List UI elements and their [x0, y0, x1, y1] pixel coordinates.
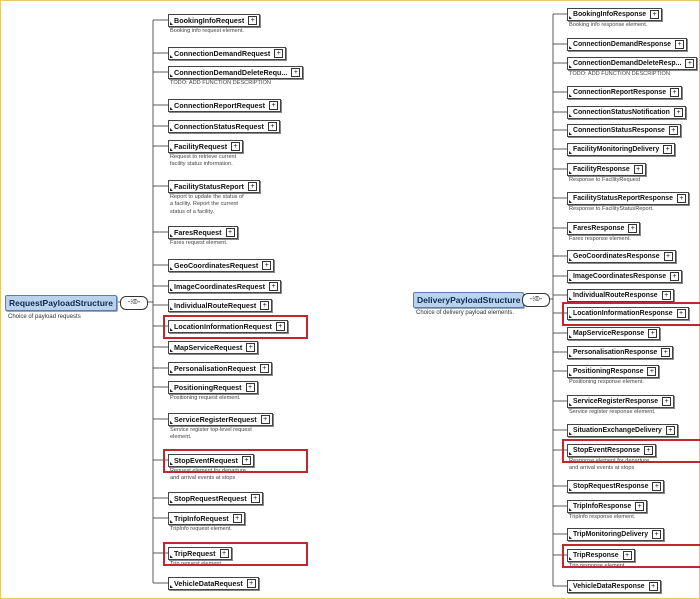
request-payload-structure-description: Choice of payload requests	[8, 314, 81, 320]
element-description: Response element for departure and arrival events at stops	[569, 458, 650, 472]
right-element-node[interactable]	[567, 8, 662, 21]
left-element-node[interactable]	[168, 259, 274, 272]
expand-plus-icon[interactable]: +	[291, 68, 300, 77]
element-description: TripInfo response element.	[569, 514, 636, 520]
expand-plus-icon[interactable]: +	[269, 101, 278, 110]
element-label: PersonalisationRequest	[174, 364, 256, 373]
element-description: Positioning request element.	[170, 395, 241, 401]
expand-plus-icon[interactable]: +	[652, 530, 661, 539]
expand-plus-icon[interactable]: +	[276, 322, 285, 331]
expand-plus-icon[interactable]: +	[669, 126, 678, 135]
expand-plus-icon[interactable]: +	[677, 194, 686, 203]
expand-plus-icon[interactable]: +	[644, 446, 653, 455]
left-choice-compositor: -⁝⦷-	[120, 296, 148, 310]
expand-plus-icon[interactable]: +	[649, 582, 658, 591]
element-label: TripResponse	[573, 552, 619, 559]
left-element-node[interactable]	[168, 180, 260, 193]
left-element-node[interactable]	[168, 512, 245, 525]
expand-plus-icon[interactable]: +	[233, 514, 242, 523]
expand-plus-icon[interactable]: +	[677, 309, 686, 318]
expand-plus-icon[interactable]: +	[662, 397, 671, 406]
element-description: Booking info request element.	[170, 28, 245, 34]
element-label: MapServiceResponse	[573, 330, 645, 337]
element-label: GeoCoordinatesRequest	[174, 261, 259, 270]
element-description: TODO: ADD FUNCTION DESCRIPTION	[569, 71, 670, 77]
right-element-node[interactable]	[567, 86, 682, 99]
element-label: StopEventResponse	[573, 447, 641, 454]
delivery-payload-structure-description: Choice of delivery payload elements.	[416, 310, 515, 316]
left-element-node[interactable]	[168, 226, 238, 239]
element-label: FaresResponse	[573, 225, 625, 232]
element-description: Service register response element.	[569, 409, 656, 415]
element-label: ConnectionReportResponse	[573, 89, 667, 96]
expand-plus-icon[interactable]: +	[268, 122, 277, 131]
element-label: PositioningRequest	[174, 383, 242, 392]
element-label: FacilityRequest	[174, 142, 228, 151]
expand-plus-icon[interactable]: +	[666, 426, 675, 435]
element-label: BookingInfoResponse	[573, 11, 647, 18]
element-label: FaresRequest	[174, 228, 222, 237]
left-element-node[interactable]	[168, 140, 243, 153]
element-label: TripMonitoringDelivery	[573, 531, 649, 538]
right-element-node[interactable]	[567, 500, 647, 513]
right-element-node[interactable]	[567, 424, 678, 437]
expand-plus-icon[interactable]: +	[674, 108, 683, 117]
right-element-node[interactable]	[567, 143, 675, 156]
expand-plus-icon[interactable]: +	[262, 261, 271, 270]
right-element-node[interactable]	[567, 163, 646, 176]
expand-plus-icon[interactable]: +	[260, 301, 269, 310]
expand-plus-icon[interactable]: +	[269, 282, 278, 291]
element-label: ConnectionDemandDeleteRequ...	[174, 68, 288, 77]
element-label: FacilityStatusReport	[174, 182, 244, 191]
expand-plus-icon[interactable]: +	[242, 456, 251, 465]
element-label: FacilityStatusReportResponse	[573, 195, 673, 202]
right-element-node[interactable]	[567, 395, 674, 408]
expand-plus-icon[interactable]: +	[251, 494, 260, 503]
expand-plus-icon[interactable]: +	[248, 182, 257, 191]
expand-plus-icon[interactable]: +	[648, 329, 657, 338]
element-label: MapServiceRequest	[174, 343, 243, 352]
element-label: ConnectionReportRequest	[174, 101, 266, 110]
left-element-node[interactable]	[168, 362, 272, 375]
element-label: ImageCoordinatesResponse	[573, 273, 667, 280]
expand-plus-icon[interactable]: +	[247, 579, 256, 588]
expand-plus-icon[interactable]: +	[635, 502, 644, 511]
right-element-node[interactable]	[567, 38, 687, 51]
element-description: Fares request element.	[170, 240, 228, 246]
element-description: Request to retrieve current facility status information.	[170, 154, 237, 168]
element-label: SituationExchangeDelivery	[573, 427, 662, 434]
highlight-box	[562, 544, 700, 568]
element-label: StopRequestRequest	[174, 494, 247, 503]
element-description: Booking info response element.	[569, 22, 648, 28]
element-label: ServiceRegisterResponse	[573, 398, 659, 405]
expand-plus-icon[interactable]: +	[661, 348, 670, 357]
request-payload-structure-node[interactable]: RequestPayloadStructure	[5, 295, 117, 311]
element-label: TripInfoRequest	[174, 514, 229, 523]
expand-plus-icon[interactable]: +	[664, 252, 673, 261]
highlight-box	[163, 542, 308, 566]
highlight-box	[163, 315, 308, 339]
element-description: Positioning response element.	[569, 379, 644, 385]
expand-plus-icon[interactable]: +	[670, 88, 679, 97]
element-description: Response to FacilityStatusReport.	[569, 206, 654, 212]
expand-plus-icon[interactable]: +	[685, 59, 694, 68]
right-element-node[interactable]	[567, 327, 660, 340]
left-element-node[interactable]	[168, 299, 272, 312]
expand-plus-icon[interactable]: +	[670, 272, 679, 281]
highlight-box	[562, 439, 700, 463]
element-label: IndividualRouteRequest	[174, 301, 257, 310]
expand-plus-icon[interactable]: +	[628, 224, 637, 233]
left-element-node[interactable]	[168, 577, 259, 590]
right-element-node[interactable]	[567, 346, 673, 359]
left-element-node[interactable]	[168, 47, 286, 60]
element-label: PositioningResponse	[573, 368, 644, 375]
expand-plus-icon[interactable]: +	[650, 10, 659, 19]
right-element-node[interactable]	[567, 365, 659, 378]
element-label: FacilityResponse	[573, 166, 630, 173]
element-label: LocationInformationRequest	[174, 322, 272, 331]
left-element-node[interactable]	[168, 413, 273, 426]
left-element-node[interactable]	[168, 14, 260, 27]
left-element-node[interactable]	[168, 120, 280, 133]
expand-plus-icon[interactable]: +	[274, 49, 283, 58]
element-label: ConnectionStatusNotification	[573, 109, 670, 116]
expand-plus-icon[interactable]: +	[652, 482, 661, 491]
element-description: Response to FacilityRequest	[569, 177, 641, 183]
element-label: ConnectionDemandResponse	[573, 41, 672, 48]
right-choice-compositor: -⁝⦷-	[522, 293, 550, 307]
expand-plus-icon[interactable]: +	[226, 228, 235, 237]
element-label: LocationInformationResponse	[573, 310, 673, 317]
element-description: TripInfo request element.	[170, 526, 232, 532]
expand-plus-icon[interactable]: +	[623, 551, 632, 560]
expand-plus-icon[interactable]: +	[647, 367, 656, 376]
left-element-node[interactable]	[168, 341, 258, 354]
delivery-payload-structure-node[interactable]: DeliveryPayloadStructure	[413, 292, 524, 308]
element-label: IndividualRouteResponse	[573, 292, 658, 299]
expand-plus-icon[interactable]: +	[231, 142, 240, 151]
highlight-box	[562, 302, 700, 326]
element-label: TripRequest	[174, 549, 216, 558]
element-label: StopRequestResponse	[573, 483, 649, 490]
expand-plus-icon[interactable]: +	[220, 549, 229, 558]
left-element-node[interactable]	[168, 492, 263, 505]
right-element-node[interactable]	[567, 528, 664, 541]
expand-plus-icon[interactable]: +	[246, 383, 255, 392]
left-element-node[interactable]	[168, 99, 281, 112]
element-description: Trip response element.	[569, 563, 626, 569]
expand-plus-icon[interactable]: +	[662, 291, 671, 300]
right-element-node[interactable]	[567, 106, 686, 119]
element-label: FacilityMonitoringDelivery	[573, 146, 660, 153]
element-description: Trip request element.	[170, 561, 223, 567]
expand-plus-icon[interactable]: +	[248, 16, 257, 25]
right-element-node[interactable]	[567, 222, 640, 235]
element-label: ConnectionStatusRequest	[174, 122, 264, 131]
element-label: GeoCoordinatesResponse	[573, 253, 660, 260]
expand-plus-icon[interactable]: +	[246, 343, 255, 352]
right-element-node[interactable]	[567, 289, 674, 302]
element-label: VehicleDataResponse	[573, 583, 645, 590]
element-label: VehicleDataRequest	[174, 579, 243, 588]
right-element-node[interactable]	[567, 480, 664, 493]
left-element-node[interactable]	[168, 381, 258, 394]
element-label: TripInfoResponse	[573, 503, 632, 510]
right-element-node[interactable]	[567, 580, 661, 593]
element-description: Fares response element.	[569, 236, 631, 242]
element-description: Report to update the status of a facility. Report the current status of a facility.	[170, 194, 244, 215]
element-label: ImageCoordinatesRequest	[174, 282, 266, 291]
expand-plus-icon[interactable]: +	[634, 165, 643, 174]
element-label: BookingInfoRequest	[174, 16, 245, 25]
right-element-node[interactable]	[567, 270, 682, 283]
expand-plus-icon[interactable]: +	[261, 415, 270, 424]
right-element-node[interactable]	[567, 250, 676, 263]
element-label: ConnectionDemandRequest	[174, 49, 271, 58]
left-element-node[interactable]	[168, 280, 281, 293]
element-label: ServiceRegisterRequest	[174, 415, 257, 424]
element-label: ConnectionDemandDeleteResp...	[573, 60, 682, 67]
right-element-node[interactable]	[567, 124, 681, 137]
element-description: TODO: ADD FUNCTION DESCRIPTION	[170, 80, 271, 86]
highlight-box	[163, 449, 308, 473]
element-label: StopEventRequest	[174, 456, 238, 465]
expand-plus-icon[interactable]: +	[663, 145, 672, 154]
expand-plus-icon[interactable]: +	[260, 364, 269, 373]
element-label: ConnectionStatusResponse	[573, 127, 665, 134]
element-description: Request element for departure and arrival events at stops	[170, 468, 246, 482]
expand-plus-icon[interactable]: +	[675, 40, 684, 49]
right-element-node[interactable]	[567, 57, 697, 70]
element-description: Service register top-level request element.	[170, 427, 252, 441]
element-label: PersonalisationResponse	[573, 349, 658, 356]
right-element-node[interactable]	[567, 192, 689, 205]
left-element-node[interactable]	[168, 66, 303, 79]
